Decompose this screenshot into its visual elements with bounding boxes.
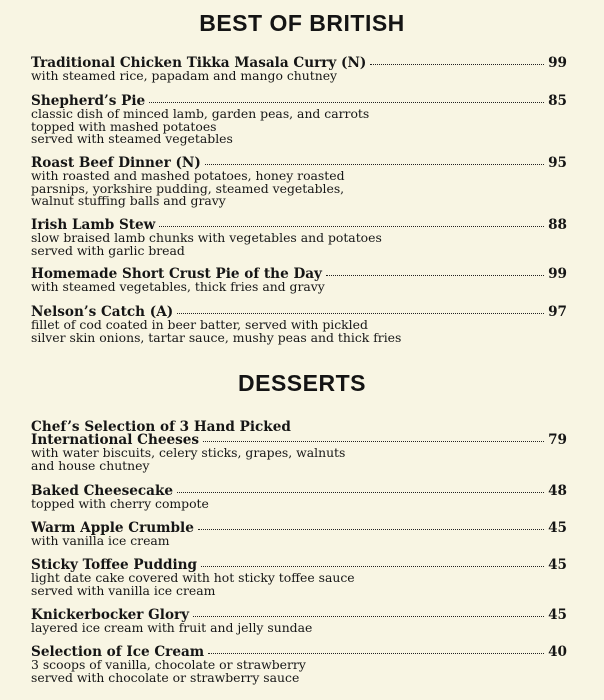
dot-leader [205,164,544,165]
dot-leader [193,616,544,617]
menu-item-price: 95 [548,155,567,171]
dot-leader [159,226,544,227]
menu-item-description: topped with mashed potatoes [31,118,217,134]
menu-item-description: with steamed vegetables, thick fries and gravy [31,279,325,294]
menu-item-description: served with chocolate or strawberry sauce [31,669,300,685]
menu-item-chicken-tikka-masala [31,57,567,83]
menu-item-sticky-toffee-pudding [31,559,567,597]
dot-leader [208,653,544,654]
menu-item-description: slow braised lamb chunks with vegetables and potatoes [31,230,382,245]
menu-item-name: Baked Cheesecake [31,483,174,499]
menu-item-name: Shepherd’s Pie [31,93,146,109]
menu-item-description: light date cake covered with hot sticky toffee sauce [31,570,355,585]
menu-item-description: 3 scoops of vanilla, chocolate or strawberry [31,657,306,672]
menu-item-description: silver skin onions, tartar sauce, mushy peas and thick fries [31,329,402,345]
menu-item-name: Irish Lamb Stew [31,217,156,233]
menu-item-name: Sticky Toffee Pudding [31,557,198,573]
dot-leader [370,64,544,65]
dot-leader [201,566,544,567]
menu-item-description: served with steamed vegetables [31,131,233,146]
menu-item-price: 40 [548,644,567,660]
menu-item-price: 85 [548,93,567,109]
menu-item-description: served with garlic bread [31,242,185,258]
menu-item-price: 45 [548,607,567,623]
menu-item-name: Traditional Chicken Tikka Masala Curry (N) [31,55,367,71]
menu-item-price: 97 [548,304,567,320]
menu-item-description: with vanilla ice cream [31,533,170,548]
menu-item-description: classic dish of minced lamb, garden peas, and carrots [31,106,370,121]
menu-item-description: walnut stuffing balls and gravy [31,193,226,208]
menu-item-nelsons-catch [31,306,567,344]
menu-item-price: 88 [548,217,567,233]
menu-item-roast-beef-dinner [31,157,567,208]
dot-leader [198,529,544,530]
menu-item-description: with water biscuits, celery sticks, grapes, walnuts [31,445,346,460]
menu-item-price: 99 [548,55,567,71]
menu-item-name: Roast Beef Dinner (N) [31,155,201,171]
menu-item-shepherds-pie [31,95,567,146]
menu-item-name: Nelson’s Catch (A) [31,304,174,320]
dot-leader [177,492,544,493]
dot-leader [149,102,544,103]
menu-item-name: Selection of Ice Cream [31,644,205,660]
menu-item-description: with steamed rice, papadam and mango chutney [31,68,338,83]
menu-item-description: fillet of cod coated in beer batter, served with pickled [31,317,368,332]
menu-item-description: with roasted and mashed potatoes, honey roasted [31,168,345,183]
menu-item-description: and house chutney [31,457,150,473]
menu-item-cheese-selection [31,421,567,472]
dot-leader [177,313,544,314]
menu-item-name: International Cheeses [31,432,200,448]
menu-item-price: 99 [548,266,567,282]
menu-item-short-crust-pie [31,268,567,294]
menu-item-apple-crumble [31,522,567,548]
section-title-best-of-british: BEST OF BRITISH [199,10,405,36]
menu-item-baked-cheesecake [31,485,567,511]
menu-item-irish-lamb-stew [31,219,567,257]
menu-item-name: Chef’s Selection of 3 Hand Picked [31,419,291,435]
menu-item-price: 45 [548,520,567,536]
section-title-desserts: DESSERTS [238,370,366,396]
menu-item-name: Homemade Short Crust Pie of the Day [31,266,322,282]
menu-item-price: 45 [548,557,567,573]
menu-item-ice-cream-selection [31,646,567,684]
menu-item-price: 79 [548,432,567,448]
menu-item-description: served with vanilla ice cream [31,582,216,598]
menu-item-description: parsnips, yorkshire pudding, steamed vegetables, [31,180,345,196]
menu-item-description: topped with cherry compote [31,496,209,511]
menu-item-price: 48 [548,483,567,499]
dot-leader [203,441,544,442]
menu-item-knickerbocker-glory [31,609,567,635]
menu-item-name: Knickerbocker Glory [31,607,190,623]
menu-item-name: Warm Apple Crumble [31,520,194,536]
menu-item-description: layered ice cream with fruit and jelly sundae [31,620,313,635]
dot-leader [326,275,544,276]
